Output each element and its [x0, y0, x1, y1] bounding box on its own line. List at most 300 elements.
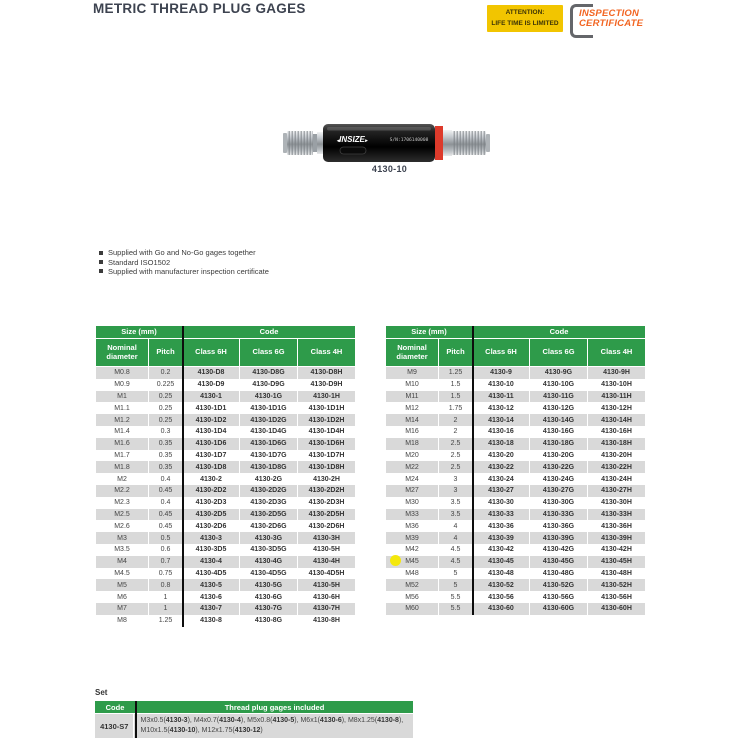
table-row: [386, 402, 645, 414]
table-cell: 0.25: [149, 391, 182, 403]
table-cell: 4130-1D6H: [298, 438, 355, 450]
table-cell: 0.25: [149, 414, 182, 426]
table-cell: M1.6: [96, 438, 148, 450]
table-row: [386, 426, 645, 438]
table-cell: 0.75: [149, 568, 182, 580]
table-cell: 1.5: [439, 379, 472, 391]
table-cell: 4130-1D7: [183, 450, 239, 462]
table-cell: M30: [386, 497, 438, 509]
table-cell: 4130-4G: [240, 556, 297, 568]
set-item-code: 4130-6: [319, 717, 342, 724]
table-cell: 4130-14G: [530, 414, 587, 426]
table-cell: M2.2: [96, 485, 148, 497]
no-go-red-band: [435, 126, 443, 160]
table-row: [386, 544, 645, 556]
table-cell: 4130-48G: [530, 568, 587, 580]
table-cell: 4130-6G: [240, 591, 297, 603]
table-cell: 4130-1D8H: [298, 461, 355, 473]
table-row: [96, 568, 355, 580]
table-column-header: [386, 339, 645, 366]
table-row: [96, 544, 355, 556]
table-cell: M1.1: [96, 402, 148, 414]
table-cell: 4130-4: [183, 556, 239, 568]
feature-text: Supplied with manufacturer inspection certificate: [108, 266, 269, 276]
table-cell: 4130-5H: [298, 544, 355, 556]
left-collar: [313, 134, 317, 152]
table-cell: 4130-7G: [240, 603, 297, 615]
table-cell: M1.2: [96, 414, 148, 426]
table-cell: 5: [439, 579, 472, 591]
table-cell: 5.5: [439, 603, 472, 615]
certificate-text: [579, 9, 643, 30]
table-cell: 4130-22H: [588, 461, 645, 473]
set-table-row: [95, 714, 413, 738]
table-row: [386, 414, 645, 426]
table-row: [386, 461, 645, 473]
table-cell: M10: [386, 379, 438, 391]
table-cell: M1.7: [96, 450, 148, 462]
table-cell: 4130-3: [183, 532, 239, 544]
table-row: [96, 450, 355, 462]
set-item-code: 4130-4: [219, 717, 241, 724]
table-cell: 4130-27H: [588, 485, 645, 497]
table-cell: M11: [386, 391, 438, 403]
table-cell: 4130-2D2H: [298, 485, 355, 497]
table-cell: 4130-27G: [530, 485, 587, 497]
table-cell: 4130-1D2G: [240, 414, 297, 426]
table-cell: M24: [386, 473, 438, 485]
table-cell: 4130-5H: [298, 579, 355, 591]
table-cell: 4130-12G: [530, 402, 587, 414]
table-cell: 4.5: [439, 544, 472, 556]
table-cell: M60: [386, 603, 438, 615]
table-cell: 4130-4D5G: [240, 568, 297, 580]
table-cell: 4130-8H: [298, 615, 355, 627]
table-row: [386, 556, 645, 568]
table-cell: 4130-2D6G: [240, 520, 297, 532]
table-cell: 0.4: [149, 497, 182, 509]
table-cell: 4130-1D1H: [298, 402, 355, 414]
table-cell: M2.5: [96, 509, 148, 521]
table-row: [386, 579, 645, 591]
table-cell: 0.45: [149, 520, 182, 532]
column-header: Nominal diameter: [386, 339, 438, 366]
table-cell: 3: [439, 485, 472, 497]
table-cell: 0.8: [149, 579, 182, 591]
table-cell: 4130-45: [473, 556, 529, 568]
table-cell: 0.4: [149, 473, 182, 485]
table-cell: 4130-2D6: [183, 520, 239, 532]
table-row: [96, 520, 355, 532]
table-cell: 4130-36H: [588, 520, 645, 532]
thread-plug-gage-image: [282, 117, 497, 169]
column-header: Class 6H: [473, 339, 529, 366]
size-code-table-right: [386, 326, 645, 615]
table-cell: 1.25: [439, 367, 472, 379]
table-cell: M14: [386, 414, 438, 426]
table-cell: 0.5: [149, 532, 182, 544]
table-cell: M0.9: [96, 379, 148, 391]
table-cell: 4130-30: [473, 497, 529, 509]
set-table-header: [95, 701, 413, 713]
set-item-code: 4130-8: [377, 717, 399, 724]
group-header-code: Code: [183, 326, 355, 338]
table-cell: 0.25: [149, 402, 182, 414]
table-cell: 1.25: [149, 615, 182, 627]
table-cell: 4130-16G: [530, 426, 587, 438]
table-cell: 4130-30H: [588, 497, 645, 509]
table-cell: 4130-2D3G: [240, 497, 297, 509]
table-cell: M3.5: [96, 544, 148, 556]
certificate-line2: CERTIFICATE: [579, 18, 644, 30]
table-cell: 4130-D9H: [298, 379, 355, 391]
table-cell: 4130-36G: [530, 520, 587, 532]
table-cell: 4130-5G: [240, 579, 297, 591]
table-cell: 4130-52G: [530, 579, 587, 591]
table-cell: M52: [386, 579, 438, 591]
table-cell: 4130-56: [473, 591, 529, 603]
column-header: Class 4H: [588, 339, 645, 366]
right-collar: [443, 130, 452, 156]
table-cell: 4130-1H: [298, 391, 355, 403]
table-group-header: [386, 326, 645, 338]
set-table: [95, 701, 413, 738]
set-item-code: 4130-5: [272, 717, 295, 724]
table-cell: 4130-24: [473, 473, 529, 485]
table-row: [96, 579, 355, 591]
table-row: [96, 367, 355, 379]
table-row: [386, 532, 645, 544]
group-header-size: Size (mm): [386, 326, 472, 338]
table-cell: 4130-1D1: [183, 402, 239, 414]
table-cell: 4130-2D2: [183, 485, 239, 497]
column-header: Class 6G: [240, 339, 297, 366]
table-cell: 4130-16: [473, 426, 529, 438]
table-row: [386, 450, 645, 462]
table-cell: 0.35: [149, 450, 182, 462]
table-cell: 4130-1D8: [183, 461, 239, 473]
left-end-cap: [283, 133, 287, 153]
table-cell: 4130-18G: [530, 438, 587, 450]
table-cell: 5.5: [439, 591, 472, 603]
table-cell: 1: [149, 603, 182, 615]
column-header: Nominal diameter: [96, 339, 148, 366]
table-cell: M1: [96, 391, 148, 403]
table-cell: M45: [386, 556, 438, 568]
table-cell: 4130-2D3H: [298, 497, 355, 509]
table-cell: 4130-27: [473, 485, 529, 497]
table-cell: 4130-D8: [183, 367, 239, 379]
table-cell: M9: [386, 367, 438, 379]
table-row: [96, 591, 355, 603]
table-cell: 4130-4D5: [183, 568, 239, 580]
group-header-size: Size (mm): [96, 326, 182, 338]
table-cell: 4130-1D7G: [240, 450, 297, 462]
table-cell: 4130-3D5G: [240, 544, 297, 556]
column-header: Pitch: [439, 339, 472, 366]
table-cell: 4130-45H: [588, 556, 645, 568]
table-cell: 4130-1D8G: [240, 461, 297, 473]
table-cell: 4130-33G: [530, 509, 587, 521]
table-cell: 4130-1D2H: [298, 414, 355, 426]
table-cell: 4130-56G: [530, 591, 587, 603]
table-cell: 4130-2D2G: [240, 485, 297, 497]
table-row: [96, 603, 355, 615]
table-divider: [182, 326, 184, 627]
table-cell: M2.3: [96, 497, 148, 509]
table-cell: 4130-11: [473, 391, 529, 403]
table-cell: 2.5: [439, 438, 472, 450]
table-cell: 4130-7: [183, 603, 239, 615]
table-cell: 4130-7H: [298, 603, 355, 615]
table-cell: 4130-11H: [588, 391, 645, 403]
table-cell: 4130-18: [473, 438, 529, 450]
bullet-square-icon: [99, 251, 103, 255]
table-cell: M3: [96, 532, 148, 544]
table-cell: M22: [386, 461, 438, 473]
table-cell: 0.45: [149, 509, 182, 521]
table-cell: M42: [386, 544, 438, 556]
table-cell: 4130-8: [183, 615, 239, 627]
column-header: Class 6G: [530, 339, 587, 366]
table-cell: 4130-48: [473, 568, 529, 580]
table-row: [386, 473, 645, 485]
table-cell: 4130-1D4G: [240, 426, 297, 438]
table-row: [386, 438, 645, 450]
table-cell: 4130-52: [473, 579, 529, 591]
inspection-certificate-logo: [570, 3, 646, 36]
attention-badge-line2: LIFE TIME IS LIMITED: [491, 19, 559, 27]
table-row: [96, 615, 355, 627]
table-cell: 4130-16H: [588, 426, 645, 438]
bullet-square-icon: [99, 260, 103, 264]
table-cell: 4130-24H: [588, 473, 645, 485]
highlight-marker-m45: [390, 555, 401, 566]
table-cell: M18: [386, 438, 438, 450]
table-cell: 0.3: [149, 426, 182, 438]
table-cell: M1.8: [96, 461, 148, 473]
table-row: [386, 520, 645, 532]
table-cell: 4130-D8G: [240, 367, 297, 379]
table-cell: 4130-D9G: [240, 379, 297, 391]
set-description: M3x0.5(4130-3), M4x0.7(4130-4), M5x0.8(4130-5), M6x1(4130-6), M8x1.25(4130-8), M10x1.5(4130-10), M12x1.75(4130-12): [134, 714, 413, 738]
table-cell: 4130-4D5H: [298, 568, 355, 580]
table-cell: 4130-22G: [530, 461, 587, 473]
table-cell: M16: [386, 426, 438, 438]
table-cell: 2: [439, 414, 472, 426]
table-cell: 4130-1G: [240, 391, 297, 403]
feature-item: [99, 248, 269, 257]
table-cell: 4130-1: [183, 391, 239, 403]
table-cell: 4130-1D2: [183, 414, 239, 426]
feature-text: Supplied with Go and No-Go gages together: [108, 248, 256, 258]
table-row: [96, 473, 355, 485]
table-cell: 4130-33: [473, 509, 529, 521]
table-row: [386, 591, 645, 603]
table-cell: 4130-D9: [183, 379, 239, 391]
table-row: [386, 509, 645, 521]
table-cell: 4130-18H: [588, 438, 645, 450]
page-title: METRIC THREAD PLUG GAGES: [93, 1, 306, 16]
brand-logo: ◂INSIZE▸: [336, 135, 368, 144]
table-row: [96, 438, 355, 450]
table-row: [96, 414, 355, 426]
table-cell: 3: [439, 473, 472, 485]
table-cell: 3.5: [439, 497, 472, 509]
table-cell: M6: [96, 591, 148, 603]
table-divider: [472, 326, 474, 615]
table-row: [96, 379, 355, 391]
table-cell: 4130-9H: [588, 367, 645, 379]
table-cell: 1.75: [439, 402, 472, 414]
group-header-code: Code: [473, 326, 645, 338]
table-cell: 4130-10G: [530, 379, 587, 391]
table-cell: 5: [439, 568, 472, 580]
feature-item: [99, 257, 269, 266]
table-cell: 0.7: [149, 556, 182, 568]
table-cell: 4130-3D5: [183, 544, 239, 556]
table-cell: 0.225: [149, 379, 182, 391]
table-cell: 4130-3G: [240, 532, 297, 544]
table-cell: 4130-1D1G: [240, 402, 297, 414]
table-cell: 4130-2D6H: [298, 520, 355, 532]
table-cell: 4: [439, 532, 472, 544]
table-cell: 4130-1D6G: [240, 438, 297, 450]
set-desc-header: Thread plug gages included: [136, 701, 413, 713]
table-cell: M12: [386, 402, 438, 414]
table-column-header: [96, 339, 355, 366]
table-row: [96, 509, 355, 521]
table-cell: 4130-42H: [588, 544, 645, 556]
set-table-divider: [135, 701, 137, 738]
table-row: [96, 402, 355, 414]
table-cell: M4.5: [96, 568, 148, 580]
table-cell: 4130-12: [473, 402, 529, 414]
table-cell: 3.5: [439, 509, 472, 521]
table-cell: M2: [96, 473, 148, 485]
table-row: [386, 367, 645, 379]
table-cell: M0.8: [96, 367, 148, 379]
table-cell: 0.35: [149, 461, 182, 473]
table-row: [96, 426, 355, 438]
table-cell: M2.6: [96, 520, 148, 532]
right-end-cap: [486, 134, 490, 152]
table-cell: M48: [386, 568, 438, 580]
table-cell: 4130-3H: [298, 532, 355, 544]
table-row: [96, 497, 355, 509]
set-section-label: Set: [95, 688, 108, 697]
table-cell: 4130-2D5G: [240, 509, 297, 521]
product-code-caption: 4130-10: [371, 164, 408, 174]
table-cell: 4130-60G: [530, 603, 587, 615]
table-cell: M20: [386, 450, 438, 462]
table-cell: 4130-6: [183, 591, 239, 603]
table-cell: 2.5: [439, 450, 472, 462]
table-cell: 4130-1D4: [183, 426, 239, 438]
table-row: [96, 556, 355, 568]
table-cell: 4130-5: [183, 579, 239, 591]
table-cell: 4130-48H: [588, 568, 645, 580]
table-cell: 4130-52H: [588, 579, 645, 591]
table-row: [96, 461, 355, 473]
table-cell: 0.2: [149, 367, 182, 379]
table-cell: 4130-1D6: [183, 438, 239, 450]
table-cell: 4130-20: [473, 450, 529, 462]
table-cell: 4130-9: [473, 367, 529, 379]
certificate-line1: INSPECTION: [579, 8, 640, 19]
table-cell: 4.5: [439, 556, 472, 568]
feature-item: [99, 267, 269, 276]
table-cell: 0.45: [149, 485, 182, 497]
table-cell: 4130-12H: [588, 402, 645, 414]
table-row: [386, 379, 645, 391]
table-cell: 4130-2: [183, 473, 239, 485]
table-row: [386, 568, 645, 580]
feature-list: [99, 248, 269, 276]
table-cell: 1.5: [439, 391, 472, 403]
table-cell: 4130-42G: [530, 544, 587, 556]
set-item-code: 4130-10: [169, 727, 196, 735]
table-cell: 4130-D8H: [298, 367, 355, 379]
table-cell: M39: [386, 532, 438, 544]
column-header: Class 4H: [298, 339, 355, 366]
table-cell: 4130-20G: [530, 450, 587, 462]
column-header: Class 6H: [183, 339, 239, 366]
table-cell: M7: [96, 603, 148, 615]
table-cell: 4130-39G: [530, 532, 587, 544]
size-code-table-left: [96, 326, 355, 627]
table-cell: 4130-2H: [298, 473, 355, 485]
feature-text: Standard ISO1502: [108, 257, 171, 267]
table-cell: 4130-39H: [588, 532, 645, 544]
bullet-square-icon: [99, 269, 103, 273]
table-cell: 4130-30G: [530, 497, 587, 509]
table-cell: 4130-39: [473, 532, 529, 544]
table-row: [96, 485, 355, 497]
table-cell: M33: [386, 509, 438, 521]
attention-badge: [487, 5, 563, 32]
table-cell: 4130-2D5: [183, 509, 239, 521]
table-cell: M8: [96, 615, 148, 627]
table-cell: 4130-9G: [530, 367, 587, 379]
table-cell: 4130-60H: [588, 603, 645, 615]
table-cell: 4130-4H: [298, 556, 355, 568]
set-item-code: 4130-12: [234, 727, 261, 735]
table-cell: 4130-14H: [588, 414, 645, 426]
table-cell: 4130-2G: [240, 473, 297, 485]
table-cell: 4130-22: [473, 461, 529, 473]
table-cell: 4130-45G: [530, 556, 587, 568]
table-cell: M4: [96, 556, 148, 568]
set-code-header: Code: [95, 701, 135, 713]
table-cell: 4130-2D5H: [298, 509, 355, 521]
table-row: [96, 391, 355, 403]
table-cell: M5: [96, 579, 148, 591]
table-cell: 4130-6H: [298, 591, 355, 603]
table-cell: 4130-24G: [530, 473, 587, 485]
table-row: [386, 603, 645, 615]
table-cell: M1.4: [96, 426, 148, 438]
table-row: [96, 532, 355, 544]
table-cell: 4130-36: [473, 520, 529, 532]
table-row: [386, 391, 645, 403]
table-cell: 4130-1D4H: [298, 426, 355, 438]
set-code-value: 4130-S7: [95, 714, 133, 738]
table-cell: 4130-10: [473, 379, 529, 391]
table-cell: 4130-8G: [240, 615, 297, 627]
table-cell: M56: [386, 591, 438, 603]
set-item-code: 4130-3: [165, 717, 188, 724]
